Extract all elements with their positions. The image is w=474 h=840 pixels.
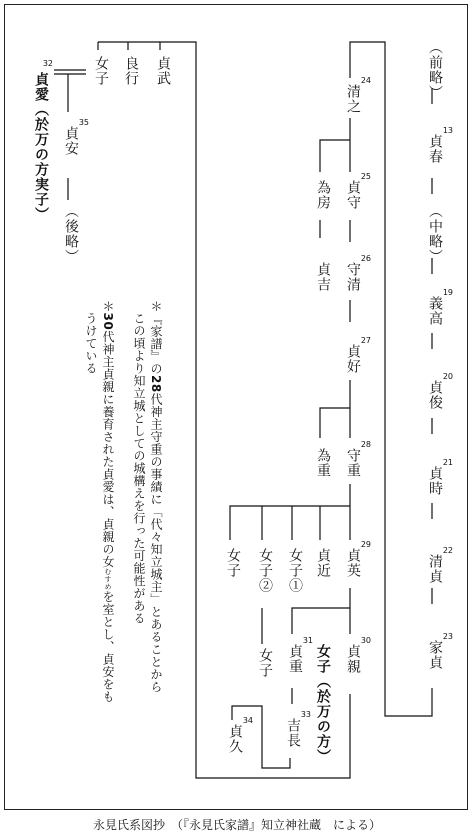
person-name: 良行 bbox=[123, 56, 139, 86]
person-morishige bbox=[343, 440, 371, 482]
person-name: 女子 bbox=[225, 548, 241, 578]
note-1-text-c: この頃より知立城としての城構えを行った可能性がある bbox=[132, 312, 146, 625]
person-yoshinaga bbox=[283, 710, 311, 752]
person-name: 女子 bbox=[257, 648, 273, 678]
generation-number: 29 bbox=[360, 540, 371, 549]
person-name: 貞近 bbox=[315, 548, 331, 578]
person-name: 貞安 bbox=[63, 126, 79, 156]
caption: 永見氏系図抄 （『永見氏家譜』知立神社蔵 による） bbox=[92, 818, 381, 832]
note-2-text-a: 代神主貞親に養育された貞愛は、貞親の bbox=[101, 330, 115, 556]
person-kiyosada bbox=[425, 546, 453, 588]
person-name: 守清 bbox=[345, 262, 361, 292]
person-name: 貞武 bbox=[155, 56, 171, 86]
diagram-frame bbox=[4, 4, 468, 810]
person-churyaku bbox=[425, 204, 445, 268]
generation-number: 20 bbox=[442, 372, 453, 381]
person-sadachika bbox=[313, 548, 333, 582]
person-name: 家貞 bbox=[427, 640, 443, 670]
person-name: 貞俊 bbox=[427, 380, 443, 410]
note-1-text-b: 代神主守重の事績に「代々知立城主」とあることから bbox=[149, 392, 163, 693]
generation-number: 28 bbox=[360, 440, 371, 449]
generation-number: 30 bbox=[360, 636, 371, 645]
person-sadamori bbox=[343, 172, 371, 214]
person-tameshige bbox=[313, 448, 333, 482]
generation-number: 32 bbox=[42, 59, 53, 68]
person-sadayoshi bbox=[343, 336, 371, 378]
note-1-number: 28 bbox=[149, 375, 163, 393]
person-name: 貞好 bbox=[345, 344, 361, 374]
note-2-star: ＊ bbox=[101, 300, 115, 313]
person-joshi-5 bbox=[91, 56, 111, 90]
person-sadahisa bbox=[225, 716, 253, 758]
person-name: 女子 bbox=[93, 56, 109, 86]
person-joshi-3 bbox=[223, 548, 243, 582]
person-name: 貞春 bbox=[427, 134, 443, 164]
person-zenryaku bbox=[425, 40, 445, 104]
person-iesada bbox=[425, 632, 453, 674]
person-sadatoshi bbox=[425, 372, 453, 414]
person-joshi-2 bbox=[255, 548, 275, 597]
generation-number: 13 bbox=[442, 126, 453, 135]
person-yoshitaka bbox=[425, 288, 453, 330]
generation-number: 25 bbox=[360, 172, 371, 181]
person-name: （前略） bbox=[427, 40, 443, 100]
person-sadaharu bbox=[425, 126, 453, 168]
note-2 bbox=[82, 300, 116, 770]
person-name: 貞英 bbox=[345, 548, 361, 578]
generation-number: 19 bbox=[442, 288, 453, 297]
generation-number: 24 bbox=[360, 76, 371, 85]
note-1-text-a: 『家譜』の bbox=[149, 312, 163, 375]
person-name: 貞重 bbox=[287, 644, 303, 674]
note-2-number: 30 bbox=[101, 312, 115, 331]
person-name: （中略） bbox=[427, 204, 443, 264]
person-name: 貞久 bbox=[227, 724, 243, 754]
person-name: 義高 bbox=[427, 296, 443, 326]
generation-number: 35 bbox=[78, 118, 89, 127]
person-name: 女子① bbox=[287, 548, 303, 593]
note-2-text-c: を室とし、貞安をも bbox=[101, 590, 115, 703]
person-name: 守重 bbox=[345, 448, 361, 478]
person-name: 清之 bbox=[345, 84, 361, 114]
person-name: 吉長 bbox=[285, 718, 301, 748]
person-name: 為重 bbox=[315, 448, 331, 478]
person-sadayasu bbox=[61, 118, 89, 160]
note-2-text-d: うけている bbox=[84, 312, 98, 375]
person-name: 清貞 bbox=[427, 554, 443, 584]
generation-number: 21 bbox=[442, 458, 453, 467]
generation-number: 33 bbox=[300, 710, 311, 719]
person-name: 貞吉 bbox=[315, 262, 331, 292]
person-joshi-1 bbox=[285, 548, 305, 597]
person-koryaku bbox=[61, 204, 81, 268]
person-sadashige bbox=[285, 636, 313, 678]
person-sadaai bbox=[31, 59, 53, 226]
generation-number: 26 bbox=[360, 254, 371, 263]
note-2-ruby: むすめ bbox=[104, 567, 112, 591]
person-name: （後略） bbox=[63, 204, 79, 264]
generation-number: 27 bbox=[360, 336, 371, 345]
person-name: 貞親 bbox=[345, 644, 361, 674]
person-joshi-oman bbox=[313, 644, 333, 768]
person-sadachika2 bbox=[343, 636, 371, 678]
person-sadayoshi-b bbox=[313, 262, 333, 296]
generation-number: 23 bbox=[442, 632, 453, 641]
person-name: 貞時 bbox=[427, 466, 443, 496]
person-kiyoyuki bbox=[343, 76, 371, 118]
note-1-star: ＊ bbox=[149, 300, 163, 313]
note-1 bbox=[130, 300, 164, 770]
person-sadatake bbox=[153, 56, 173, 90]
person-sadahide bbox=[343, 540, 371, 582]
person-sadatoki bbox=[425, 458, 453, 500]
person-yoshiyuki bbox=[121, 56, 141, 90]
person-name: 貞愛（於万の方実子） bbox=[33, 72, 49, 222]
person-name: 貞守 bbox=[345, 180, 361, 210]
generation-number: 34 bbox=[242, 716, 253, 725]
generation-number: 22 bbox=[442, 546, 453, 555]
note-2-text-b: 女 bbox=[101, 555, 115, 568]
person-morikiyo bbox=[343, 254, 371, 296]
person-joshi-4 bbox=[255, 648, 275, 682]
person-name: 女子② bbox=[257, 548, 273, 593]
person-tamefusa bbox=[313, 180, 333, 214]
person-name: 女子（於万の方） bbox=[315, 644, 331, 764]
generation-number: 31 bbox=[302, 636, 313, 645]
person-name: 為房 bbox=[315, 180, 331, 210]
